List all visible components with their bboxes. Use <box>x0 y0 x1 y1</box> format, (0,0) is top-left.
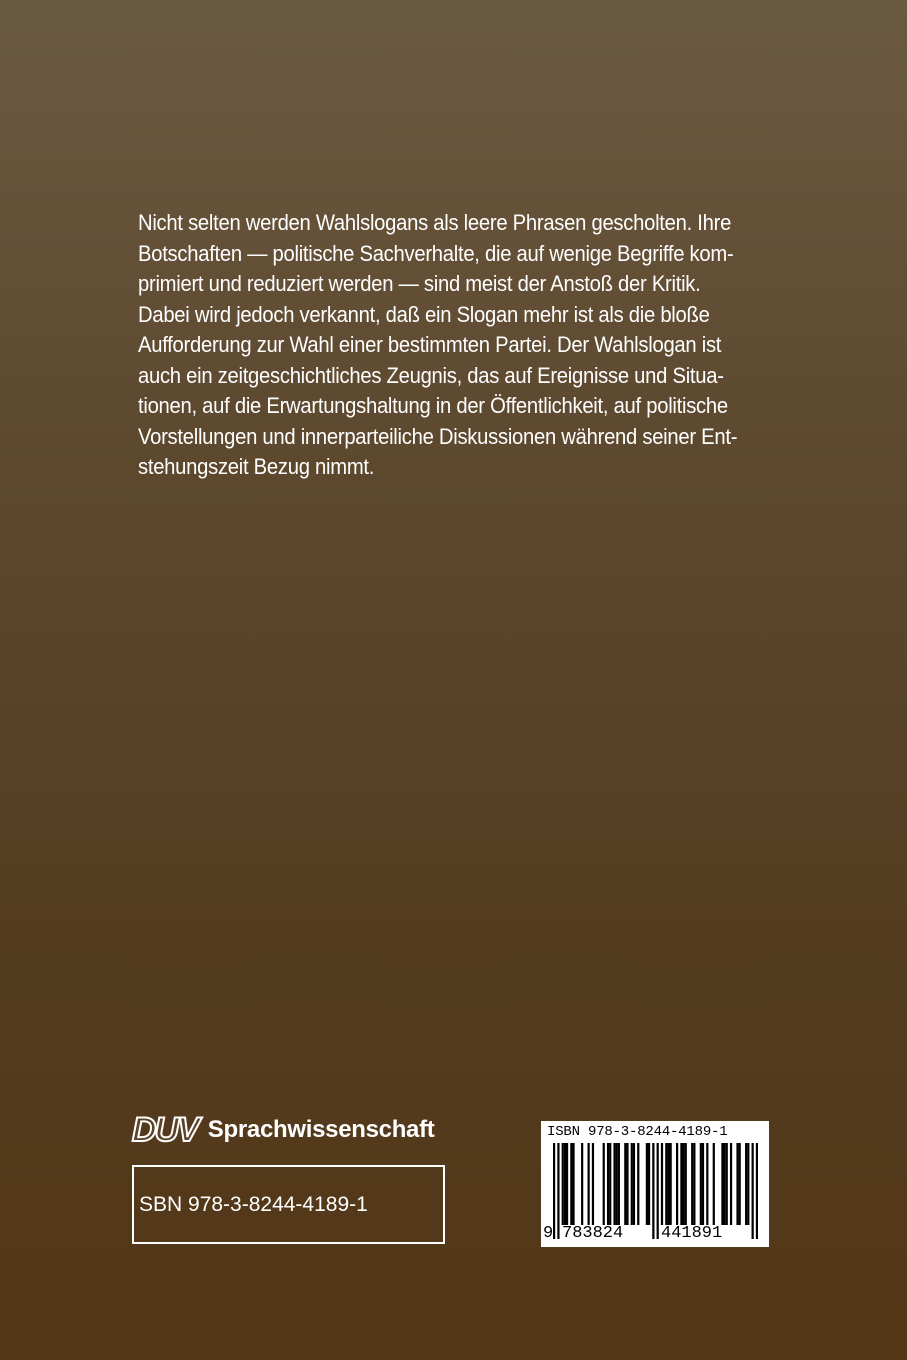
barcode-bar <box>676 1143 678 1225</box>
blurb-line: auch ein zeitgeschichtliches Zeugnis, das auf Ereignisse und Situa- <box>138 362 724 388</box>
blurb-text <box>138 208 764 483</box>
barcode-bar <box>633 1143 635 1225</box>
barcode-bar <box>652 1143 654 1239</box>
series-name: Sprachwissenschaft <box>207 1116 435 1143</box>
barcode-bar <box>745 1143 747 1225</box>
barcode-bar <box>637 1143 639 1225</box>
barcode-bar <box>670 1143 672 1225</box>
barcode-bar <box>736 1143 738 1225</box>
isbn-box-text: SBN 978-3-8244-4189-1 <box>139 1193 368 1216</box>
barcode-bar <box>572 1143 574 1225</box>
barcode-bar <box>553 1143 555 1239</box>
barcode-bar <box>682 1143 684 1225</box>
barcode-bar <box>739 1143 741 1225</box>
blurb-line: tionen, auf die Erwartungshaltung in der Öffentlichkeit, auf politische <box>138 393 728 418</box>
barcode-bar <box>665 1143 667 1225</box>
barcode-bar <box>667 1143 669 1225</box>
barcode-first-digit: 9 <box>543 1224 554 1243</box>
barcode-bar <box>609 1143 611 1225</box>
barcode-bar <box>613 1143 615 1225</box>
barcode-bar <box>603 1143 605 1225</box>
barcode-bar <box>700 1143 702 1225</box>
barcode-panel <box>541 1121 769 1247</box>
barcode-right-group: 441891 <box>661 1224 723 1243</box>
barcode-bar <box>592 1143 594 1225</box>
barcode-bar <box>618 1143 620 1225</box>
barcode-bar <box>648 1143 650 1225</box>
barcode-bar <box>693 1143 695 1225</box>
barcode-bar <box>557 1143 559 1239</box>
barcode-bar <box>706 1143 708 1225</box>
blurb-line: Vorstellungen und innerparteiliche Diskussionen während seiner Ent- <box>138 423 738 449</box>
isbn-box <box>132 1165 445 1244</box>
barcode-bar <box>657 1143 659 1239</box>
duv-logo: DUV <box>132 1111 198 1149</box>
blurb-line: Botschaften — politische Sachverhalte, die auf wenige Begriffe kom- <box>138 240 734 266</box>
barcode-bar <box>756 1143 758 1239</box>
barcode-bar <box>726 1143 728 1225</box>
barcode-bar <box>562 1143 564 1225</box>
barcode-bar <box>730 1143 732 1225</box>
barcode-bar <box>747 1143 749 1225</box>
barcode-bar <box>570 1143 572 1225</box>
publisher-imprint <box>132 1112 435 1148</box>
barcode-bar <box>588 1143 590 1225</box>
barcode-bar <box>721 1143 723 1225</box>
blurb-line: Nicht selten werden Wahlslogans als leere Phrasen gescholten. Ihre <box>138 210 732 235</box>
blurb-line: Dabei wird jedoch verkannt, daß ein Slogan mehr ist als die bloße <box>138 301 710 327</box>
barcode-isbn-label: ISBN 978-3-8244-4189-1 <box>547 1124 728 1140</box>
blurb-line: stehungszeit Bezug nimmt. <box>138 454 375 479</box>
barcode-bar <box>702 1143 704 1225</box>
barcode-bar <box>581 1143 583 1225</box>
barcode-bar <box>566 1143 568 1225</box>
barcode-bar <box>626 1143 628 1225</box>
barcode-bar <box>607 1143 609 1225</box>
barcode-bar <box>685 1143 687 1225</box>
blurb-line: Aufforderung zur Wahl einer bestimmten Partei. Der Wahlslogan ist <box>138 332 722 357</box>
barcode-bar <box>564 1143 566 1225</box>
barcode-bar <box>631 1143 633 1225</box>
barcode-bar <box>752 1143 754 1239</box>
barcode-bar <box>661 1143 663 1225</box>
barcode-bar <box>616 1143 618 1225</box>
barcode-bar <box>713 1143 715 1225</box>
barcode-bar <box>723 1143 725 1225</box>
barcode-bar <box>624 1143 626 1225</box>
barcode-left-group: 783824 <box>562 1224 624 1243</box>
barcode-bar <box>646 1143 648 1225</box>
blurb-line: primiert und reduziert werden — sind meist der Anstoß der Kritik. <box>138 271 701 296</box>
barcode-bar <box>691 1143 693 1225</box>
barcode-bar <box>680 1143 682 1225</box>
